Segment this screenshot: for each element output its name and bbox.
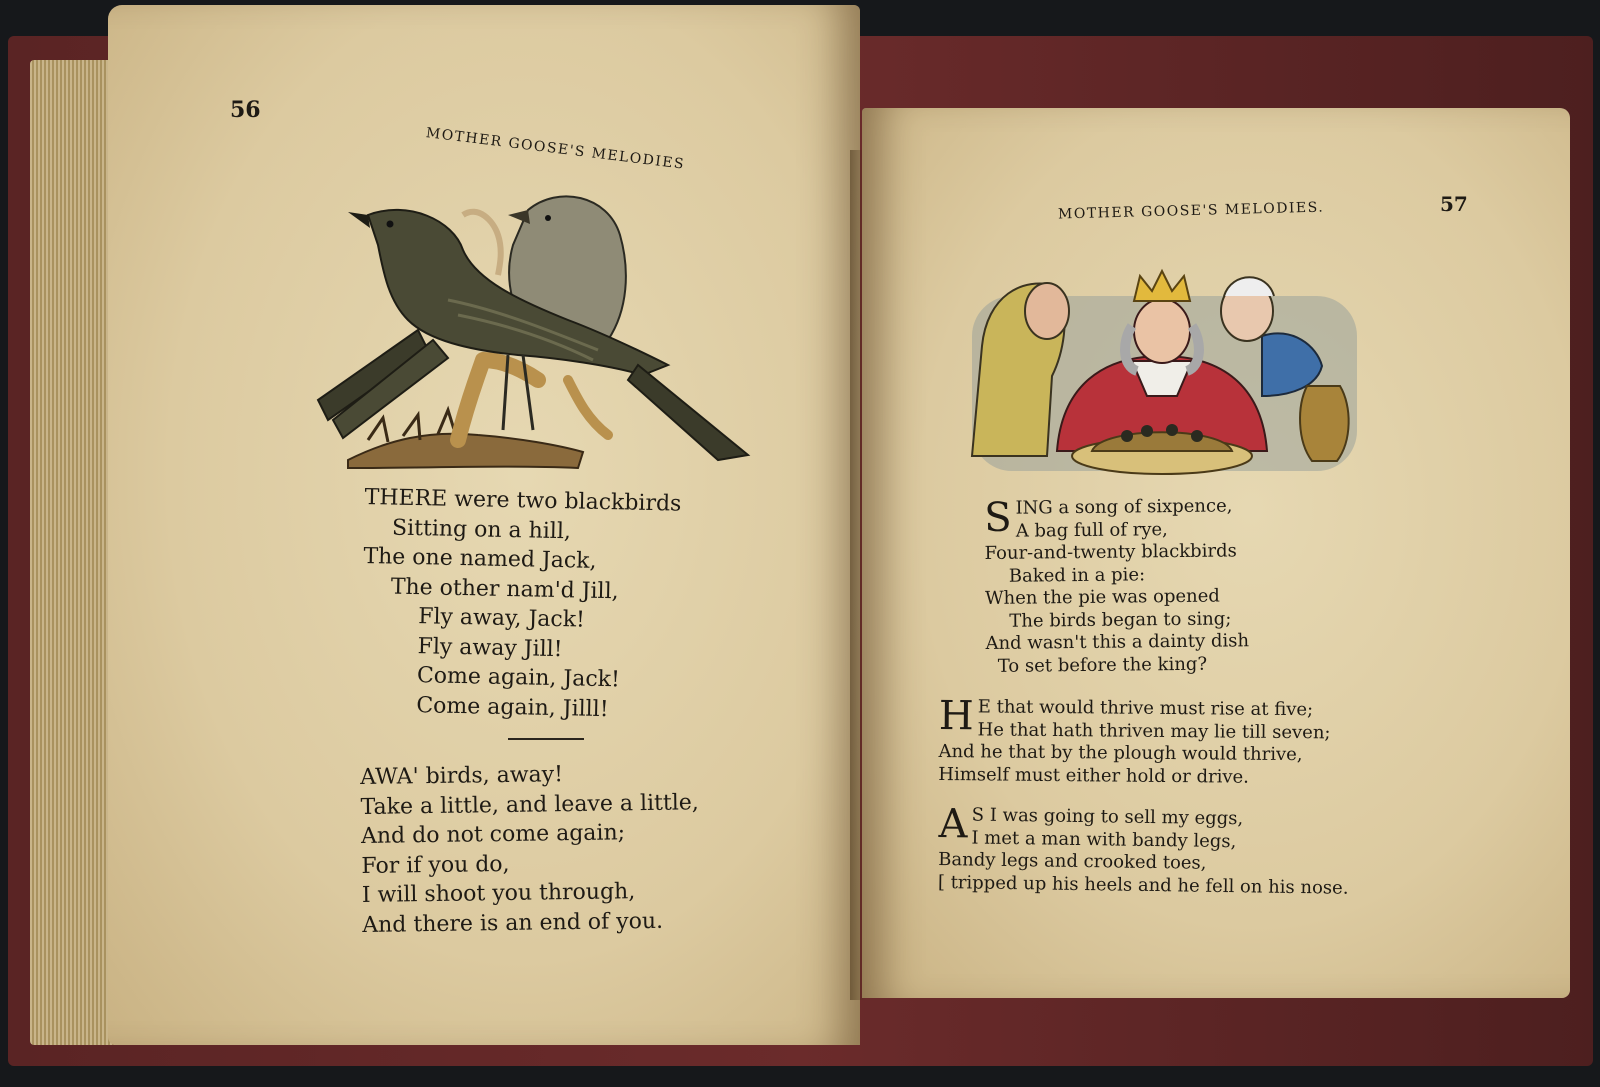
poem-line: Baked in a pie: (1008, 563, 1146, 587)
poem-line: THERE were two blackbirds (364, 484, 682, 517)
poem-line: Bandy legs and crooked toes, (938, 848, 1207, 874)
sixpence-poem (984, 495, 1249, 678)
poem-line: Four-and-twenty blackbirds (984, 540, 1237, 564)
poem-line: Himself must either hold or drive. (938, 763, 1250, 788)
poem-line: To set before the king? (997, 653, 1208, 677)
thrive-poem (938, 693, 1331, 789)
poem-line: And he that by the plough would thrive, (938, 740, 1303, 766)
poem-line: The other nam'd Jill, (390, 574, 619, 604)
poem-line: The one named Jack, (363, 543, 597, 574)
poem-line: Come again, Jack! (416, 663, 621, 693)
dropcap-a: A (938, 801, 968, 848)
poem-line: For if you do, (361, 851, 510, 879)
poem-line: Take a little, and leave a little, (360, 789, 699, 820)
poem-line: And there is an end of you. (362, 908, 664, 938)
poem-line: Fly away, Jack! (417, 604, 586, 633)
poem-line: E that would thrive must rise at five; (977, 696, 1314, 721)
king-pie-illustration (962, 256, 1362, 484)
poem-line: The birds began to sing; (1009, 607, 1232, 632)
poem-line: Sitting on a hill, (391, 515, 572, 544)
poem-line: And do not come again; (360, 820, 626, 849)
running-head-left: MOTHER GOOSE'S MELODIES (425, 125, 686, 173)
running-head-right: MOTHER GOOSE'S MELODIES. (1057, 199, 1325, 223)
left-page (108, 5, 860, 1045)
dropcap-s: S (983, 494, 1012, 541)
poem-line: AWA' birds, away! (360, 762, 564, 790)
poem-line: ING a song of sixpence, (1015, 495, 1233, 519)
awa-birds-poem (360, 758, 701, 940)
page-number-right: 57 (1440, 192, 1468, 216)
blackbirds-poem (360, 483, 682, 726)
poem-line: I met a man with bandy legs, (971, 826, 1237, 852)
two-blackbirds-illustration (308, 190, 758, 475)
eggs-poem (937, 801, 1350, 900)
poem-line: And wasn't this a dainty dish (985, 630, 1250, 654)
page-number-left: 56 (230, 97, 261, 123)
poem-line: S I was going to sell my eggs, (971, 804, 1244, 830)
right-page (862, 108, 1570, 998)
poem-line: I will shoot you through, (361, 879, 636, 908)
poem-line: A bag full of rye, (1015, 518, 1168, 542)
dropcap-h: H (938, 693, 974, 740)
poem-line: Fly away Jill! (417, 633, 563, 662)
poem-line: He that hath thriven may lie till seven; (977, 718, 1331, 743)
divider-rule (508, 738, 584, 740)
poem-line: [ tripped up his heels and he fell on his nose. (937, 871, 1349, 899)
poem-line: Come again, Jilll! (416, 692, 609, 722)
poem-line: When the pie was opened (984, 585, 1220, 609)
